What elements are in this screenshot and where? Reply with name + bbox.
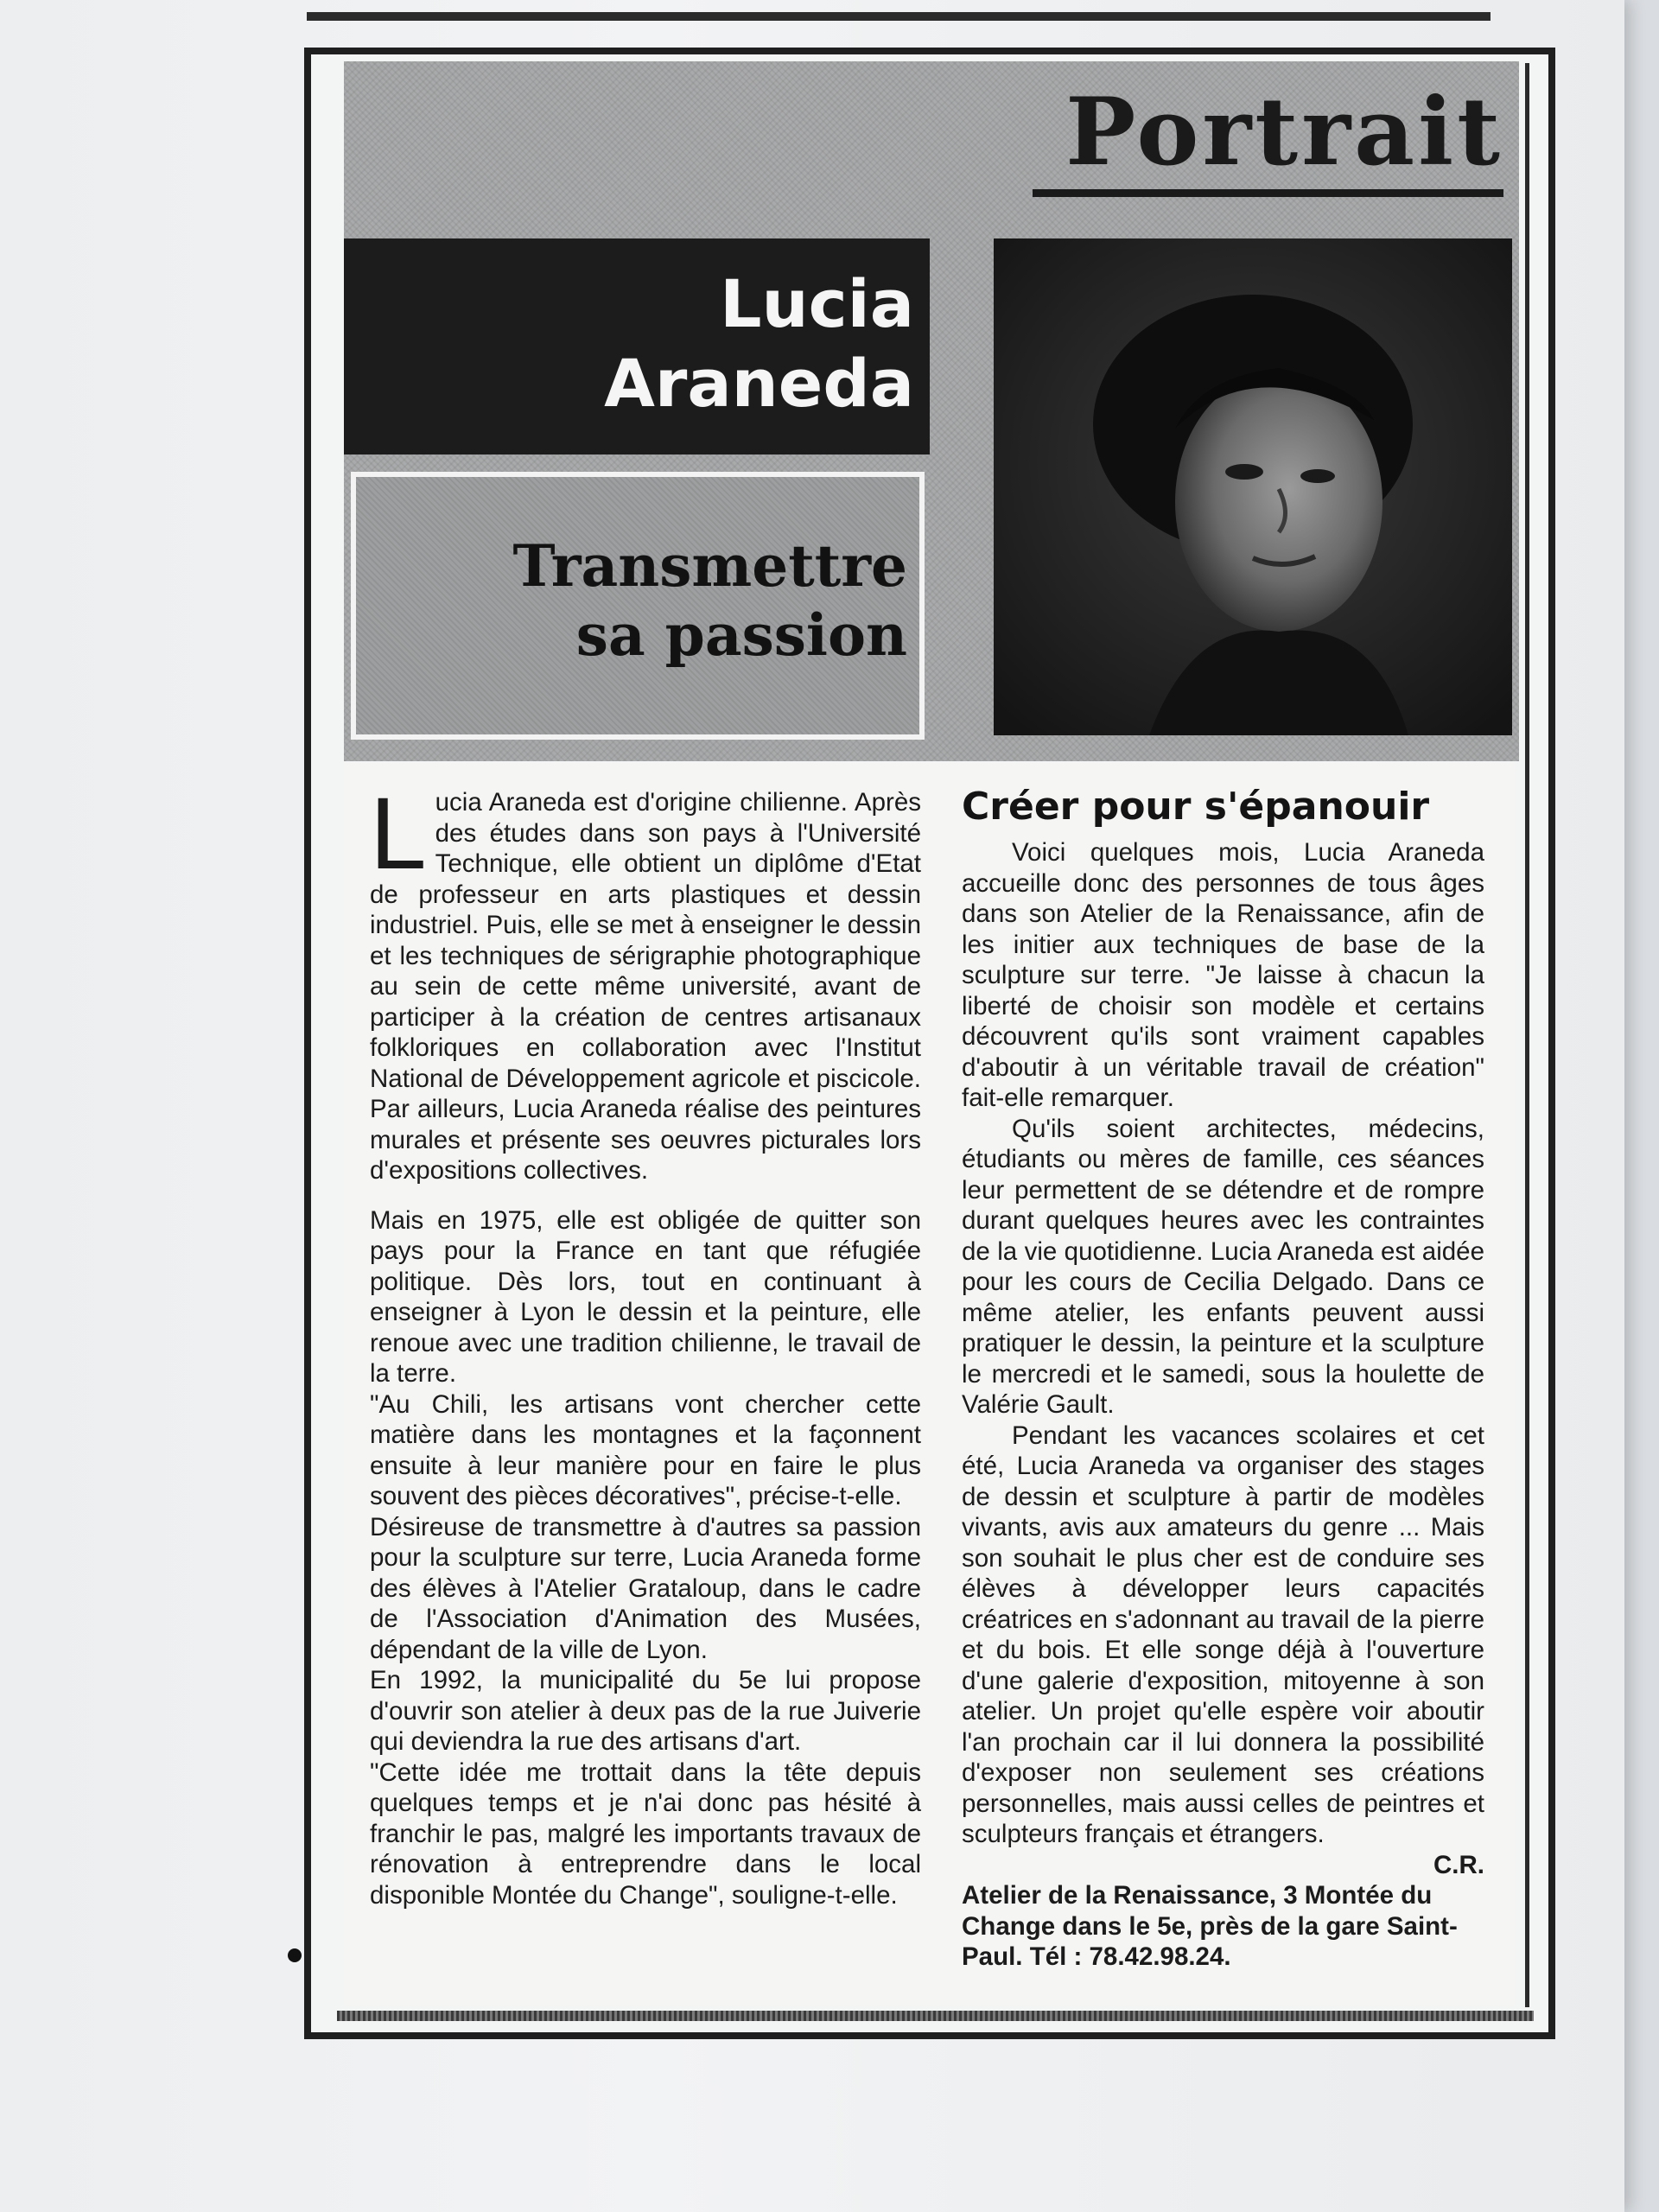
contact-info: Atelier de la Renaissance, 3 Montée du Change dans le 5e, près de la gare Saint-Paul. Tél : 78.42.98.24. bbox=[962, 1881, 1458, 1971]
paragraph: Désireuse de transmettre à d'autres sa passion pour la sculpture sur terre, Lucia Araneda forme des élèves à l'Atelier Grataloup, dans le cadre de l'Association d'Animation des Musées, dépendant de la ville de Lyon. bbox=[370, 1512, 921, 1664]
title-block bbox=[351, 472, 925, 740]
title-line-2: sa passion bbox=[575, 601, 907, 669]
name-block bbox=[344, 238, 930, 454]
section-label: Portrait bbox=[1065, 78, 1503, 187]
name-last: Araneda bbox=[604, 345, 914, 422]
paragraph: Pendant les vacances scolaires et cet été, Lucia Araneda va organiser des stages de dessin et sculpture à partir de modèles vivants, avis aux amateurs du genre ... Mais son souhait le plus cher est de conduire ses élèves à développer leurs capacités créatrices en s'adonnant au travail de la pierre et du bois. Et elle songe déjà à l'ouverture d'une galerie d'exposition, mitoyenne à son atelier. Un projet qu'elle espère voir aboutir l'an prochain car il lui donnera la possibilité d'exposer non seulement ses créations personnelles, mais aussi celles de peintres et sculpteurs français et étrangers. bbox=[962, 1421, 1484, 1848]
title-line-1: Transmettre bbox=[512, 532, 907, 600]
paragraph-quote: "Au Chili, les artisans vont chercher cette matière dans les montagnes et la façonnent ensuite à leur manière pour en faire le plus souvent des pièces décoratives", précise-t-elle. bbox=[370, 1389, 921, 1510]
byline: C.R. bbox=[1433, 1850, 1484, 1879]
left-column bbox=[370, 777, 921, 1910]
drop-cap: L bbox=[370, 777, 427, 891]
portrait-photo bbox=[994, 238, 1512, 735]
article-body bbox=[344, 761, 1515, 2005]
top-rule bbox=[307, 12, 1491, 21]
section-label-underline bbox=[1033, 189, 1503, 197]
margin-dot bbox=[288, 1948, 302, 1962]
subheading: Créer pour s'épanouir bbox=[962, 785, 1430, 829]
portrait-photo-icon bbox=[994, 238, 1512, 735]
paragraph: Mais en 1975, elle est obligée de quitter son pays pour la France en tant que réfugiée politique. Dès lors, tout en continuant à enseigner à Lyon le dessin et la peinture, elle renoue avec une tradition chilienne, le travail de la terre. bbox=[370, 1205, 921, 1388]
name-first: Lucia bbox=[720, 265, 914, 342]
newspaper-clipping bbox=[304, 48, 1555, 2039]
header-band bbox=[344, 61, 1519, 761]
paragraph: Qu'ils soient architectes, médecins, étudiants ou mères de famille, ces séances leur permettent de se détendre et de rompre durant quelques heures avec les contraintes de la vie quotidienne. Lucia Araneda est aidée pour les cours de Cecilia Delgado. Dans ce même atelier, les enfants peuvent aussi pratiquer le dessin, la peinture et la sculpture le mercredi et le samedi, sous la houlette de Valérie Gault. bbox=[962, 1114, 1484, 1419]
paragraph-intro: Lucia Araneda est d'origine chilienne. Après des études dans son pays à l'Université Technique, elle obtient un diplôme d'Etat de professeur en arts plastiques et dessin industriel. Puis, elle se met à enseigner le dessin et les techniques de sérigraphie photographique au sein de cette même université, avant de participer à la création de centres artisanaux folkloriques en collaboration avec l'Institut National de Développement agricole et piscicole. Par ailleurs, Lucia Araneda réalise des peintures murales et présente ses oeuvres picturales lors d'expositions collectives. bbox=[370, 777, 921, 1185]
bottom-rule bbox=[337, 2011, 1534, 2021]
paragraph: Voici quelques mois, Lucia Araneda accueille donc des personnes de tous âges dans son Atelier de la Renaissance, afin de les initier aux techniques de base de la sculpture sur terre. "Je laisse à chacun la liberté de choisir son modèle et certains découvrent qu'ils sont vraiment capables d'aboutir à un véritable travail de création" fait-elle remarquer. bbox=[962, 838, 1484, 1112]
paragraph-quote: "Cette idée me trottait dans la tête depuis quelques temps et je n'ai donc pas hésité à franchir le pas, malgré les importants travaux de rénovation à entreprendre dans le local disponible Montée du Change", souligne-t-elle. bbox=[370, 1758, 921, 1910]
right-column bbox=[962, 787, 1484, 1973]
paragraph: En 1992, la municipalité du 5e lui propose d'ouvrir son atelier à deux pas de la rue Juiverie qui deviendra la rue des artisans d'art. bbox=[370, 1666, 921, 1756]
